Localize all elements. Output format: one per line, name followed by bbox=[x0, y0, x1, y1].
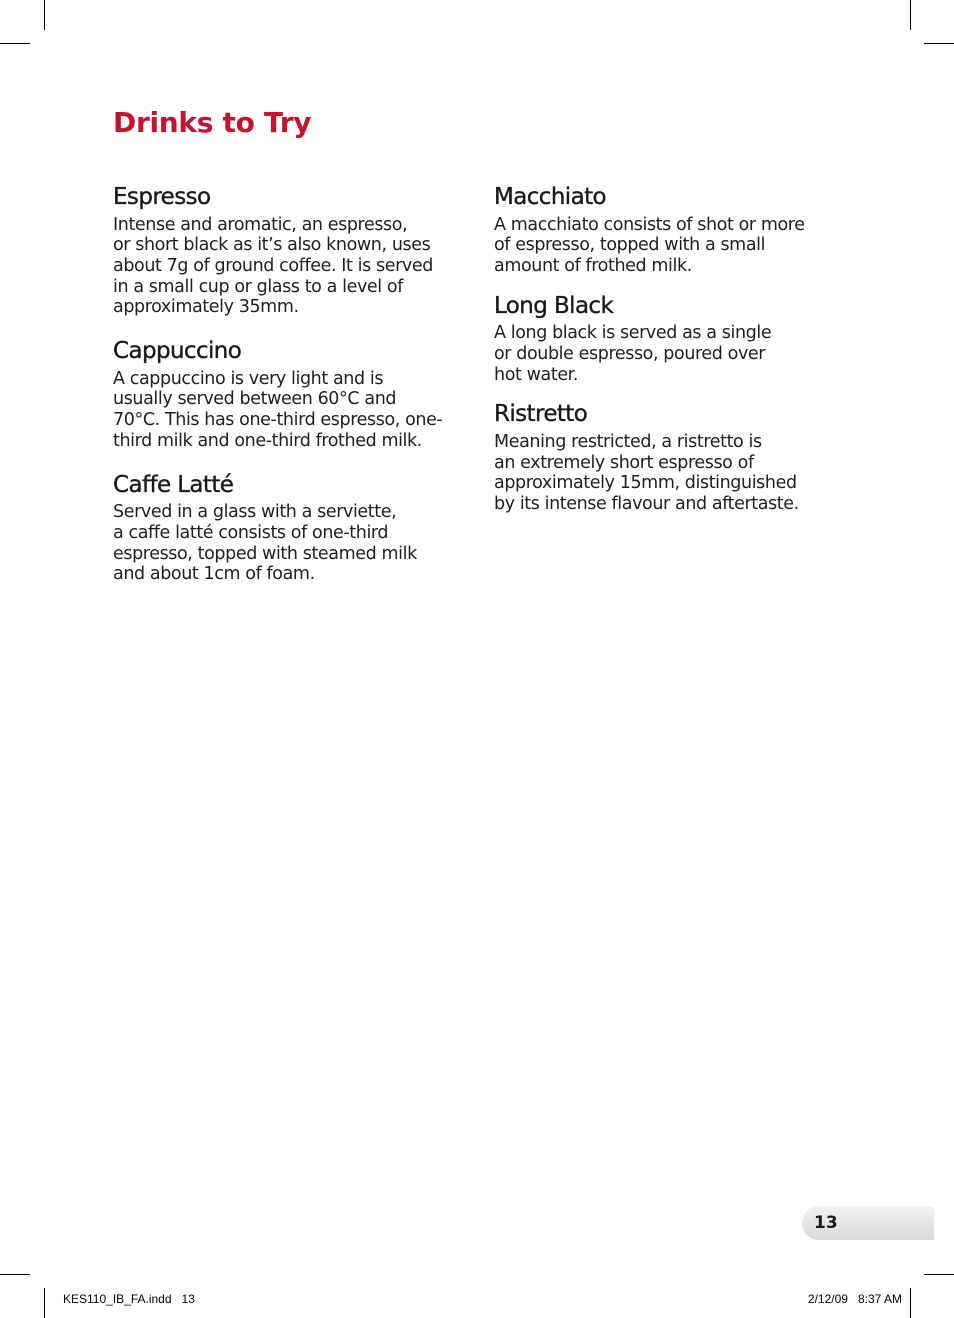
description-line: and about 1cm of foam. bbox=[113, 564, 315, 585]
drink-description bbox=[113, 369, 463, 452]
description-line: A macchiato consists of shot or more bbox=[494, 214, 805, 235]
page-title: Drinks to Try bbox=[113, 106, 312, 139]
description-line: espresso, topped with steamed milk bbox=[113, 543, 417, 564]
crop-mark-top-right-vertical bbox=[910, 0, 911, 30]
drink-heading: Espresso bbox=[113, 184, 211, 210]
drink-heading: Ristretto bbox=[494, 401, 588, 428]
drink-long-black bbox=[494, 293, 844, 386]
description-line: Intense and aromatic, an espresso, bbox=[113, 214, 408, 235]
drink-description bbox=[494, 323, 844, 385]
crop-mark-bottom-left-horizontal bbox=[0, 1274, 30, 1275]
description-line: or short black as it’s also known, uses bbox=[113, 235, 431, 256]
description-line: A cappuccino is very light and is bbox=[113, 368, 384, 389]
description-line: or double espresso, poured over bbox=[494, 344, 766, 364]
description-line: approximately 15mm, distinguished bbox=[494, 473, 797, 494]
description-line: usually served between 60°C and bbox=[113, 389, 397, 410]
description-line: Served in a glass with a serviette, bbox=[113, 502, 397, 523]
drink-heading: Long Black bbox=[494, 292, 614, 319]
drink-description bbox=[494, 215, 844, 277]
description-line: a caffe latté consists of one-third bbox=[113, 522, 389, 543]
crop-mark-top-right-horizontal bbox=[924, 43, 954, 44]
drink-heading: Macchiato bbox=[494, 184, 606, 210]
drink-caffe-latte bbox=[113, 472, 463, 585]
description-line: third milk and one-third frothed milk. bbox=[113, 430, 422, 451]
drink-description bbox=[494, 432, 844, 515]
crop-mark-bottom-right-vertical bbox=[910, 1288, 911, 1318]
drink-description bbox=[113, 215, 463, 319]
file-slug: KES110_IB_FA.indd 13 bbox=[63, 1292, 195, 1306]
description-line: approximately 35mm. bbox=[113, 297, 299, 318]
description-line: 70°C. This has one-third espresso, one- bbox=[113, 410, 443, 431]
description-line: about 7g of ground coffee. It is served bbox=[113, 256, 433, 276]
right-column bbox=[494, 184, 844, 515]
drink-cappuccino bbox=[113, 338, 463, 451]
description-line: Meaning restricted, a ristretto is bbox=[494, 432, 762, 452]
crop-mark-top-left-vertical bbox=[44, 0, 45, 30]
page-number-tab bbox=[802, 1206, 934, 1240]
drink-ristretto bbox=[494, 401, 844, 514]
date-slug: 2/12/09 8:37 AM bbox=[807, 1292, 902, 1306]
description-line: hot water. bbox=[494, 364, 579, 385]
crop-mark-bottom-left-vertical bbox=[44, 1288, 45, 1318]
drink-description bbox=[113, 502, 463, 585]
description-line: amount of frothed milk. bbox=[494, 256, 692, 276]
drink-heading: Cappuccino bbox=[113, 338, 242, 365]
left-column bbox=[113, 184, 463, 585]
drink-heading: Caffe Latté bbox=[113, 471, 234, 498]
crop-mark-top-left-horizontal bbox=[0, 43, 30, 44]
description-line: in a small cup or glass to a level of bbox=[113, 276, 403, 297]
description-line: an extremely short espresso of bbox=[494, 452, 754, 473]
crop-mark-bottom-right-horizontal bbox=[924, 1274, 954, 1275]
description-line: A long black is served as a single bbox=[494, 323, 772, 344]
description-line: by its intense flavour and aftertaste. bbox=[494, 494, 799, 515]
drink-espresso bbox=[113, 184, 463, 318]
page-number: 13 bbox=[814, 1213, 838, 1233]
drink-macchiato bbox=[494, 184, 844, 277]
description-line: of espresso, topped with a small bbox=[494, 235, 766, 256]
